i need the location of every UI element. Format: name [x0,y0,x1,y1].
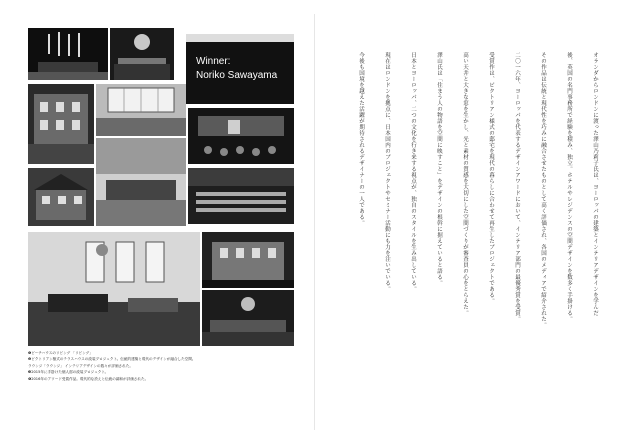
photo-captions [28,350,298,382]
article-column: 澤山氏は「住まう人の物語を空間に映すこと」をデザインの根幹に据えていると語る。 [436,52,442,286]
article-column: 日本とヨーロッパ、二つの文化を行き来する視点が、独自のスタイルを生み出している。 [410,52,416,292]
photo-garden-house [28,84,94,164]
gutter-divider [314,14,315,430]
photo-grand-salon [28,232,200,346]
article-column: 受賞作は、ビクトリアン様式の邸宅を現代の暮らしに合わせて再生したプロジェクトである。 [488,52,494,304]
photo-event-hall [188,108,294,164]
caption-line: ラウンジ「ラウンジ」 インテリアデザインの数々が評価された。 [28,363,133,368]
article-column: 高い天井と大きな窓を生かし、光と素材の質感を大切にした空間づくりが審査員の心をとらえた。 [462,52,468,316]
article-column: その作品は伝統と現代性を巧みに融合させたものとして高く評価され、各国のメディアで紹介された。 [540,52,546,328]
winner-panel-stripe [186,34,294,42]
photo-chandelier-lounge [28,28,108,80]
caption-line: ❶ビーチハウスのリビング 「リビング」 [28,351,93,355]
winner-name: Noriko Sawayama [196,70,278,81]
article-column: 後、英国の名門事務所で経験を積み、独立。ホテルやレジデンスの空間デザインを数多く手掛ける。 [566,52,572,322]
photo-dining-room [110,28,174,80]
caption-line: ❸2015年に手掛けた個人邸の改装プロジェクト。 [28,370,109,375]
photo-conference [188,168,294,224]
article-column: 二〇一六年、ヨーロッパを代表するデザインアワードにおいて、インテリア部門の最優秀賞を受賞。 [514,52,520,322]
article-column: 今後も国境を越えた活躍が期待されるデザイナーの一人である。 [358,52,364,226]
article-column: 現在はロンドンを拠点に、日本国内のプロジェクトやセミナー活動にも力を注いでいる。 [384,52,390,292]
winner-label: Winner: [196,56,231,67]
caption-line: ❷ビクトリアン様式のテラスハウスの改装プロジェクト。伝統的建築と現代のデザインが融合した空間。 [28,357,196,362]
winner-panel [186,34,294,104]
photo-brick-house [28,168,94,226]
photo-living-sofa [96,138,186,226]
photo-victorian-exterior [202,232,294,288]
caption-line: ❹2016年のアワード受賞作品。現代的な設えと伝統の調和が評価された。 [28,376,149,381]
photo-skylight-room [96,84,186,136]
article-column: オランダからロンドンに渡った澤山乃莉子氏は、ヨーロッパの建築とインテリアデザインを学んだ [592,52,598,316]
photo-sitting-room [202,290,294,346]
